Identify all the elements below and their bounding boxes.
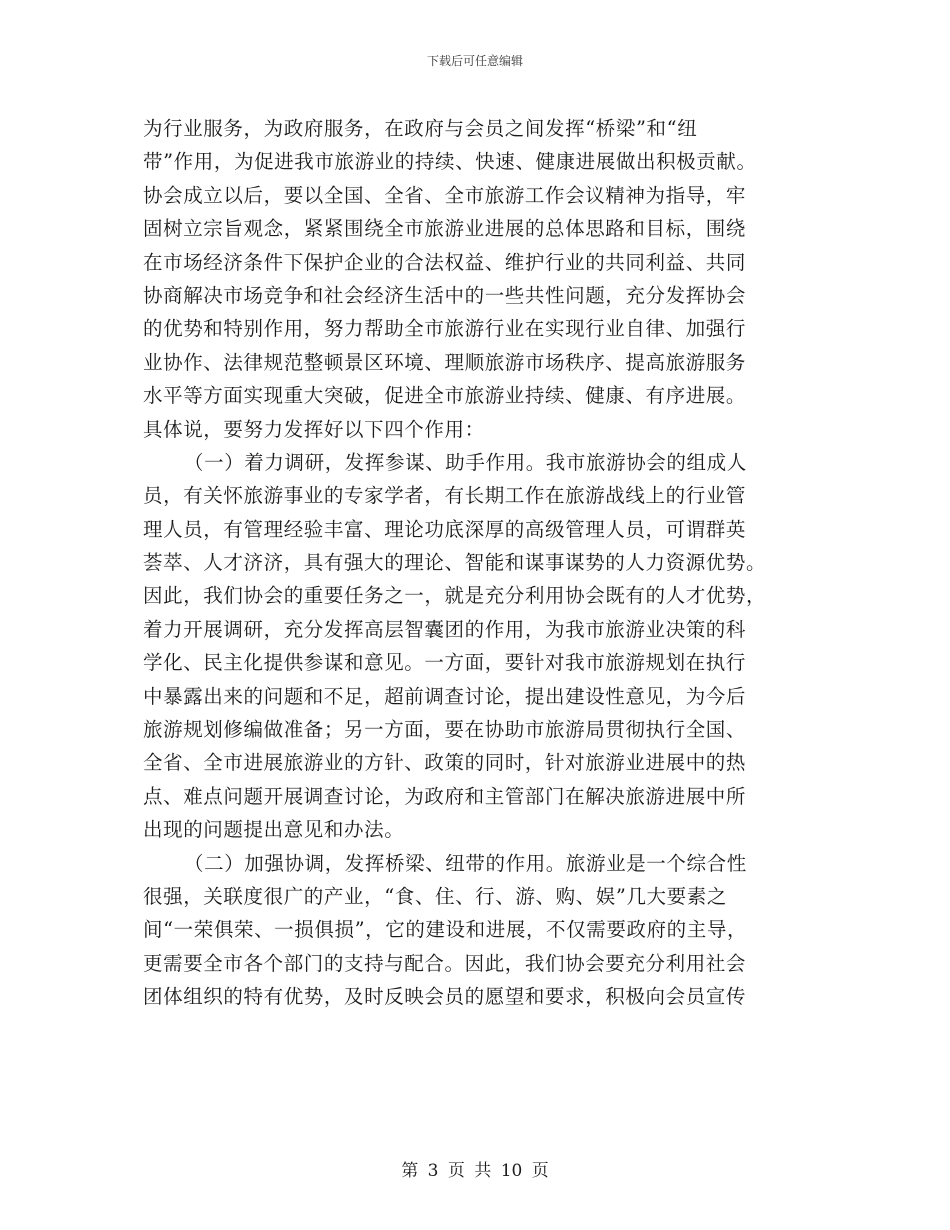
text-line: 协商解决市场竞争和社会经济生活中的一些共性问题，充分发挥协会 (143, 283, 747, 307)
page-footer: 第 3 页 共 10 页 (401, 1161, 549, 1181)
text-line: （二）加强协调，发挥桥梁、纽带的作用。旅游业是一个综合性 (184, 851, 747, 875)
text-line: （一）着力调研，发挥参谋、助手作用。我市旅游协会的组成人 (184, 450, 747, 474)
text-line: 固树立宗旨观念，紧紧围绕全市旅游业进展的总体思路和目标，围绕 (143, 217, 747, 241)
text-line: 的优势和特别作用，努力帮助全市旅游行业在实现行业自律、加强行 (143, 317, 747, 341)
text-line: 更需要全市各个部门的支持与配合。因此，我们协会要充分利用社会 (143, 951, 747, 975)
text-line: 在市场经济条件下保护企业的合法权益、维护行业的共同利益、共同 (143, 250, 747, 274)
text-line: 全省、全市进展旅游业的方针、政策的同时，针对旅游业进展中的热 (143, 751, 747, 775)
text-line: 很强，关联度很广的产业，“食、住、行、游、购、娱”几大要素之 (143, 884, 727, 908)
text-line: 员，有关怀旅游事业的专家学者，有长期工作在旅游战线上的行业管 (143, 484, 747, 508)
text-line: 旅游规划修编做准备；另一方面，要在协助市旅游局贯彻执行全国、 (143, 718, 747, 742)
text-line: 具体说，要努力发挥好以下四个作用： (143, 417, 485, 441)
text-line: 团体组织的特有优势，及时反映会员的愿望和要求，积极向会员宣传 (143, 985, 747, 1009)
text-line: 出现的问题提出意见和办法。 (143, 818, 405, 842)
text-line: 荟萃、人才济济，具有强大的理论、智能和谋事谋势的人力资源优势。 (143, 551, 767, 575)
text-line: 协会成立以后，要以全国、全省、全市旅游工作会议精神为指导，牢 (143, 183, 747, 207)
text-line: 为行业服务，为政府服务，在政府与会员之间发挥“桥梁”和“纽 (143, 117, 698, 140)
text-line: 业协作、法律规范整顿景区环境、理顺旅游市场秩序、提高旅游服务 (143, 350, 747, 374)
text-line: 理人员，有管理经验丰富、理论功底深厚的高级管理人员，可谓群英 (143, 517, 747, 541)
page-header: 下载后可任意编辑 (426, 54, 523, 68)
text-line: 因此，我们协会的重要任务之一，就是充分利用协会既有的人才优势， (143, 584, 767, 608)
text-line: 学化、民主化提供参谋和意见。一方面，要针对我市旅游规划在执行 (143, 651, 747, 675)
text-line: 着力开展调研，充分发挥高层智囊团的作用，为我市旅游业决策的科 (143, 617, 747, 641)
text-line: 点、难点问题开展调查讨论，为政府和主管部门在解决旅游进展中所 (143, 784, 747, 808)
text-line: 带”作用，为促进我市旅游业的持续、快速、健康进展做出积极贡献。 (143, 150, 757, 174)
text-line: 中暴露出来的问题和不足，超前调查讨论，提出建设性意见，为今后 (143, 684, 747, 708)
text-line: 间“一荣俱荣、一损俱损”，它的建设和进展，不仅需要政府的主导， (143, 918, 748, 942)
document-body (143, 112, 807, 1014)
text-line: 水平等方面实现重大突破，促进全市旅游业持续、健康、有序进展。 (143, 384, 747, 408)
